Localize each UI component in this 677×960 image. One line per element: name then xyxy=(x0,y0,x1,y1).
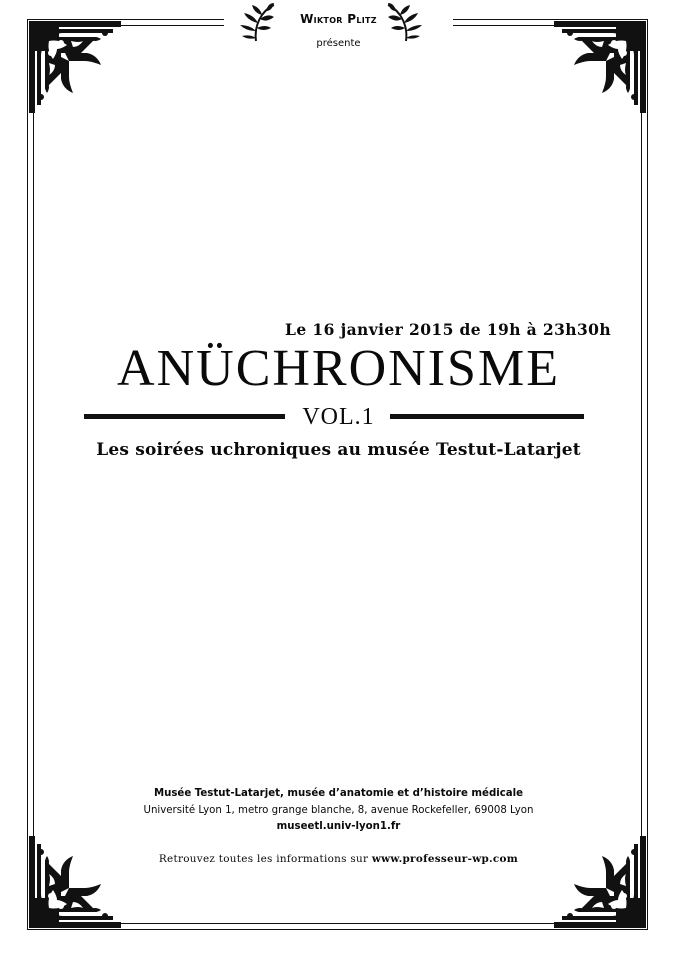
event-date: Le 16 janvier 2015 de 19h à 23h30h xyxy=(285,320,611,339)
event-subtitle: Les soirées uchroniques au musée Testut-Latarjet xyxy=(96,440,581,460)
header xyxy=(0,0,677,60)
event-title: ANÜCHRONISME xyxy=(117,340,560,397)
footer-museum-name: Musée Testut-Latarjet, musée d’anatomie et d’histoire médicale xyxy=(153,788,524,799)
presenter-name: Wiktor Plitz xyxy=(300,12,377,26)
presents-label: présente xyxy=(316,38,361,49)
footer-info-prefix: Retrouvez toutes les informations sur xyxy=(158,853,369,865)
corner-ornament-bottom-right xyxy=(552,834,648,930)
footer-museum-website[interactable]: museetl.univ-lyon1.fr xyxy=(276,821,401,832)
footer-info-link[interactable]: www.professeur-wp.com xyxy=(371,853,519,865)
footer-info-line xyxy=(0,853,677,865)
corner-ornament-bottom-left xyxy=(27,834,123,930)
footer-address: Université Lyon 1, metro grange blanche, 8, avenue Rockefeller, 69008 Lyon xyxy=(143,805,534,816)
event-volume: VOL.1 xyxy=(302,404,375,430)
